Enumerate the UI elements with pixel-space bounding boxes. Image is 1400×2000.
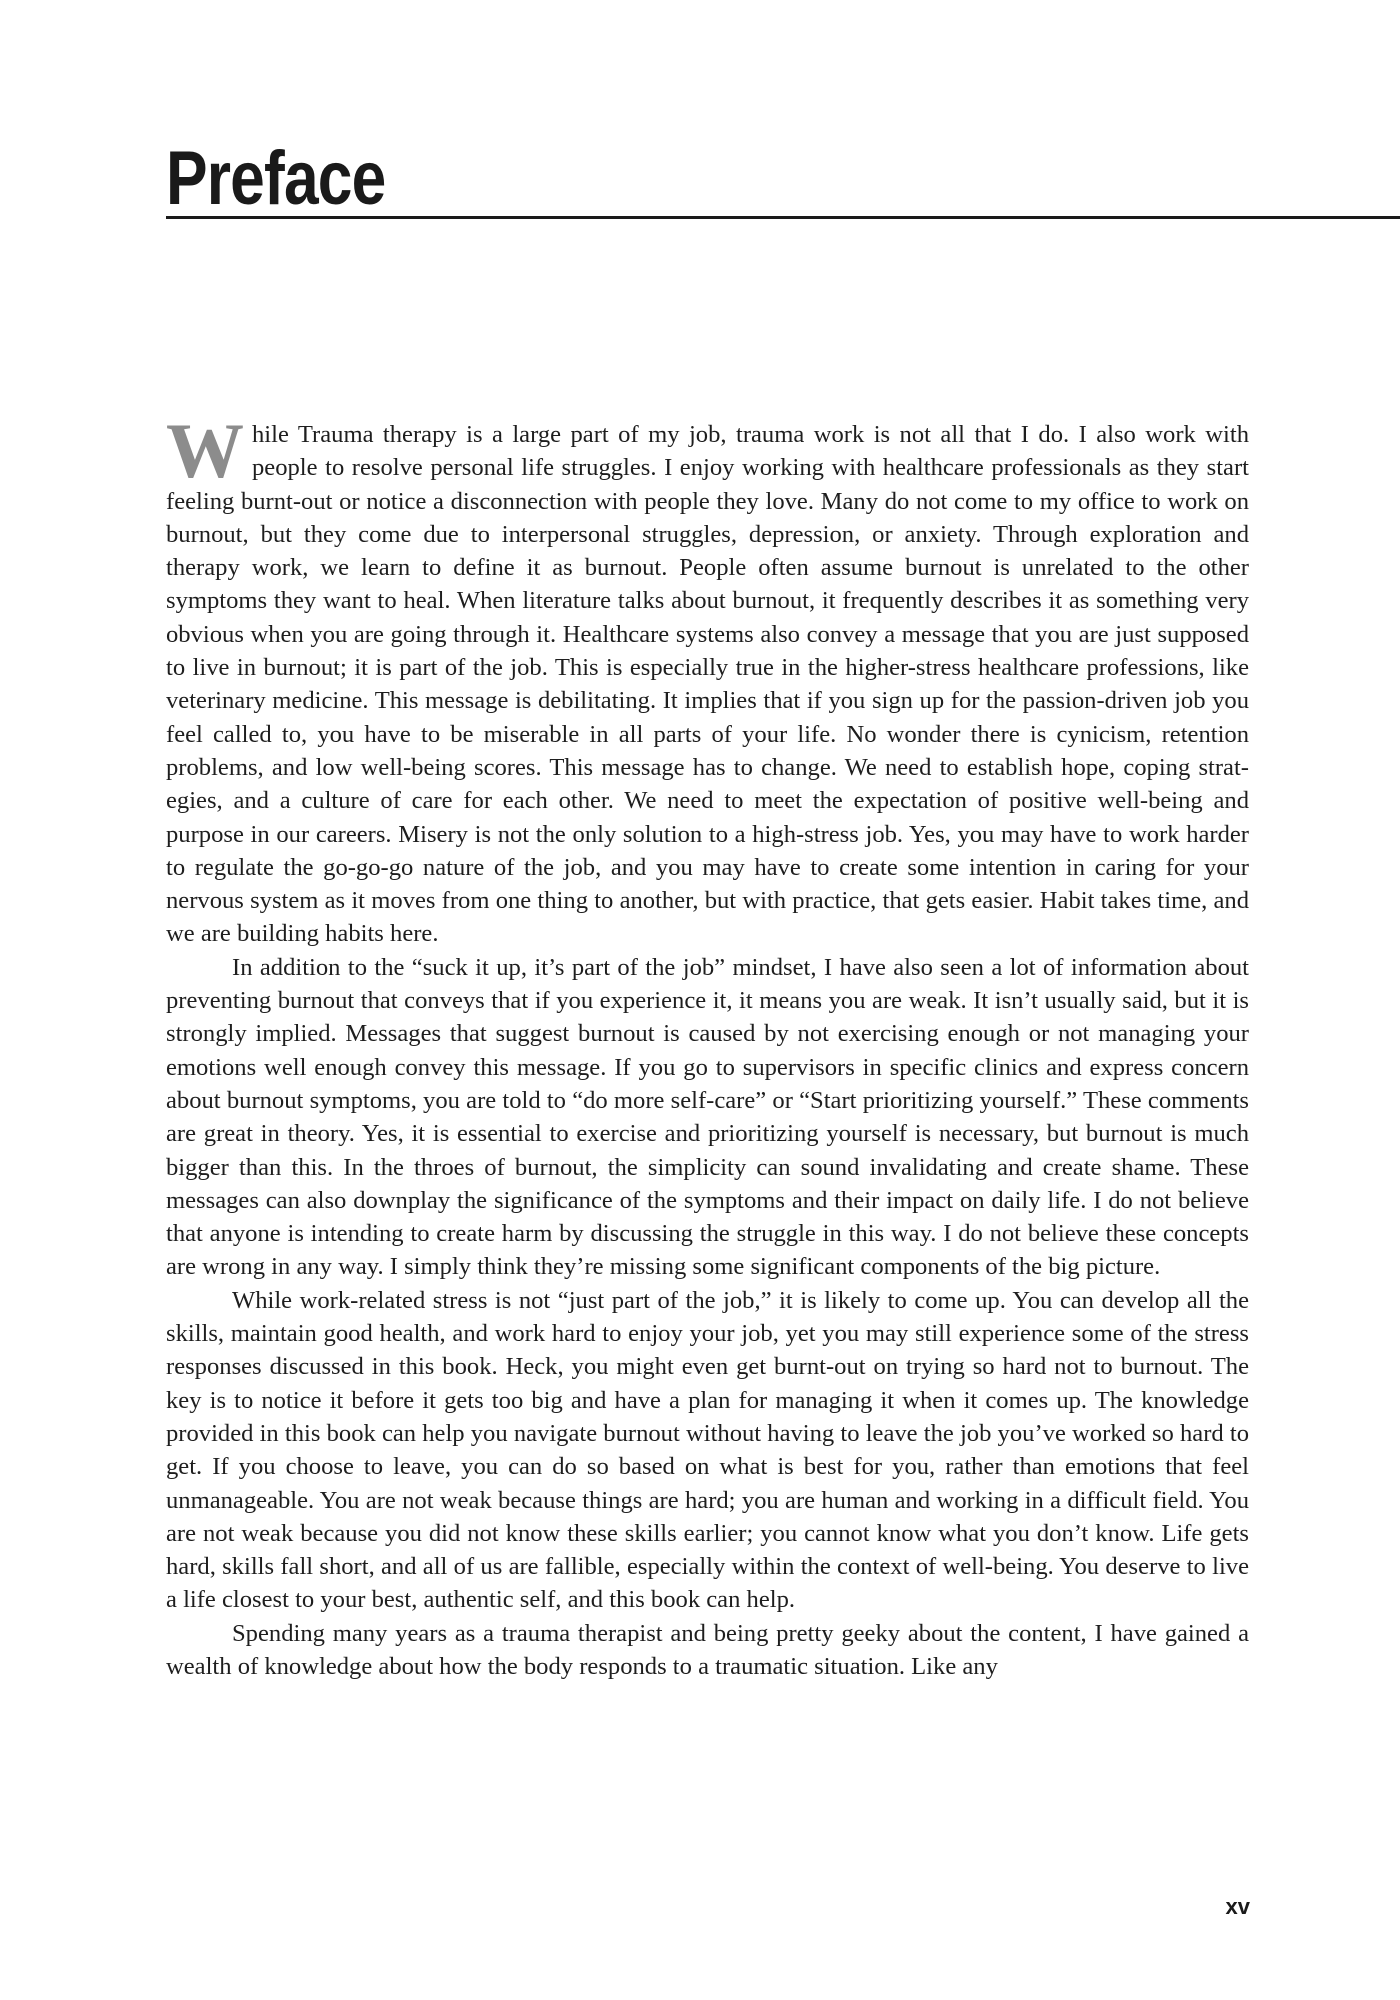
paragraph-1: [166, 407, 1249, 951]
paragraph-4: Spending many years as a trauma therapist and being pretty geeky about the content, I have gained a wealth of knowledge about how the body responds to a traumatic situation. Like any: [166, 1619, 1249, 1680]
body-text: [166, 407, 1249, 1683]
title-rule: [166, 216, 1400, 219]
page-number: xv: [1225, 1894, 1250, 1919]
paragraph-2: In addition to the “suck it up, it’s part of the job” mindset, I have also seen a lot of information about preventing burnout that conveys that if you experience it, it means you are weak. It isn’t usually said, but it is strongly implied. Messages that suggest burnout is caused by not exercising enough or not managing your emotions well enough convey this message. If you go to supervisors in specific clinics and express concern about burnout symptoms, you are told to “do more self-care” or “Start prioritizing yourself.” These comments are great in theory. Yes, it is essential to exercise and prioritizing yourself is necessary, but burnout is much bigger than this. In the throes of burnout, the simplicity can sound invalidating and create shame. These messages can also downplay the significance of the symptoms and their impact on daily life. I do not believe that anyone is intending to create harm by discussing the struggle in this way. I do not believe these concepts are wrong in any way. I simply think they’re missing some significant components of the big picture.: [166, 953, 1249, 1281]
paragraph-1-text: hile Trauma therapy is a large part of my job, trauma work is not all that I do. I also work with people to resolve personal life struggles. I enjoy working with healthcare professionals as they start feeling burnt-out or notice a disconnection with people they love. Many do not come to my office to work on burnout, but they come due to interpersonal struggles, depression, or anxiety. Through exploration and therapy work, we learn to define it as burnout. People often assume burnout is unrelated to the other symptoms they want to heal. When literature talks about burnout, it frequently describes it as something very obvious when you are going through it. Healthcare systems also convey a message that you are just supposed to live in burnout; it is part of the job. This is especially true in the higher-stress healthcare professions, like veterinary medicine. This message is debilitating. It implies that if you sign up for the passion-driven job you feel called to, you have to be miserable in all parts of your life. No wonder there is cynicism, retention problems, and low well-being scores. This message has to change. We need to establish hope, coping strategies, and a culture of care for each other. We need to meet the expectation of positive well-being and purpose in our careers. Misery is not the only solution to a high-stress job. Yes, you may have to work harder to regulate the go-go-go nature of the job, and you may have to create some intention in caring for your nervous system as it moves from one thing to another, but with practice, that gets easier. Habit takes time, and we are building habits here.: [166, 421, 1249, 948]
drop-cap: W: [166, 407, 244, 494]
paragraph-3: While work-related stress is not “just part of the job,” it is likely to come up. You can develop all the skills, maintain good health, and work hard to enjoy your job, yet you may still experience some of the stress responses discussed in this book. Heck, you might even get burnt-out on trying so hard not to burnout. The key is to notice it before it gets too big and have a plan for managing it when it comes up. The knowledge provided in this book can help you navigate burnout without having to leave the job you’ve worked so hard to get. If you choose to leave, you can do so based on what is best for you, rather than emotions that feel unmanageable. You are not weak because things are hard; you are human and working in a difficult field. You are not weak because you did not know these skills earlier; you cannot know what you don’t know. Life gets hard, skills fall short, and all of us are fallible, especially within the context of well-being. You deserve to live a life closest to your best, authentic self, and this book can help.: [166, 1286, 1249, 1614]
chapter-title: Preface: [166, 136, 386, 221]
